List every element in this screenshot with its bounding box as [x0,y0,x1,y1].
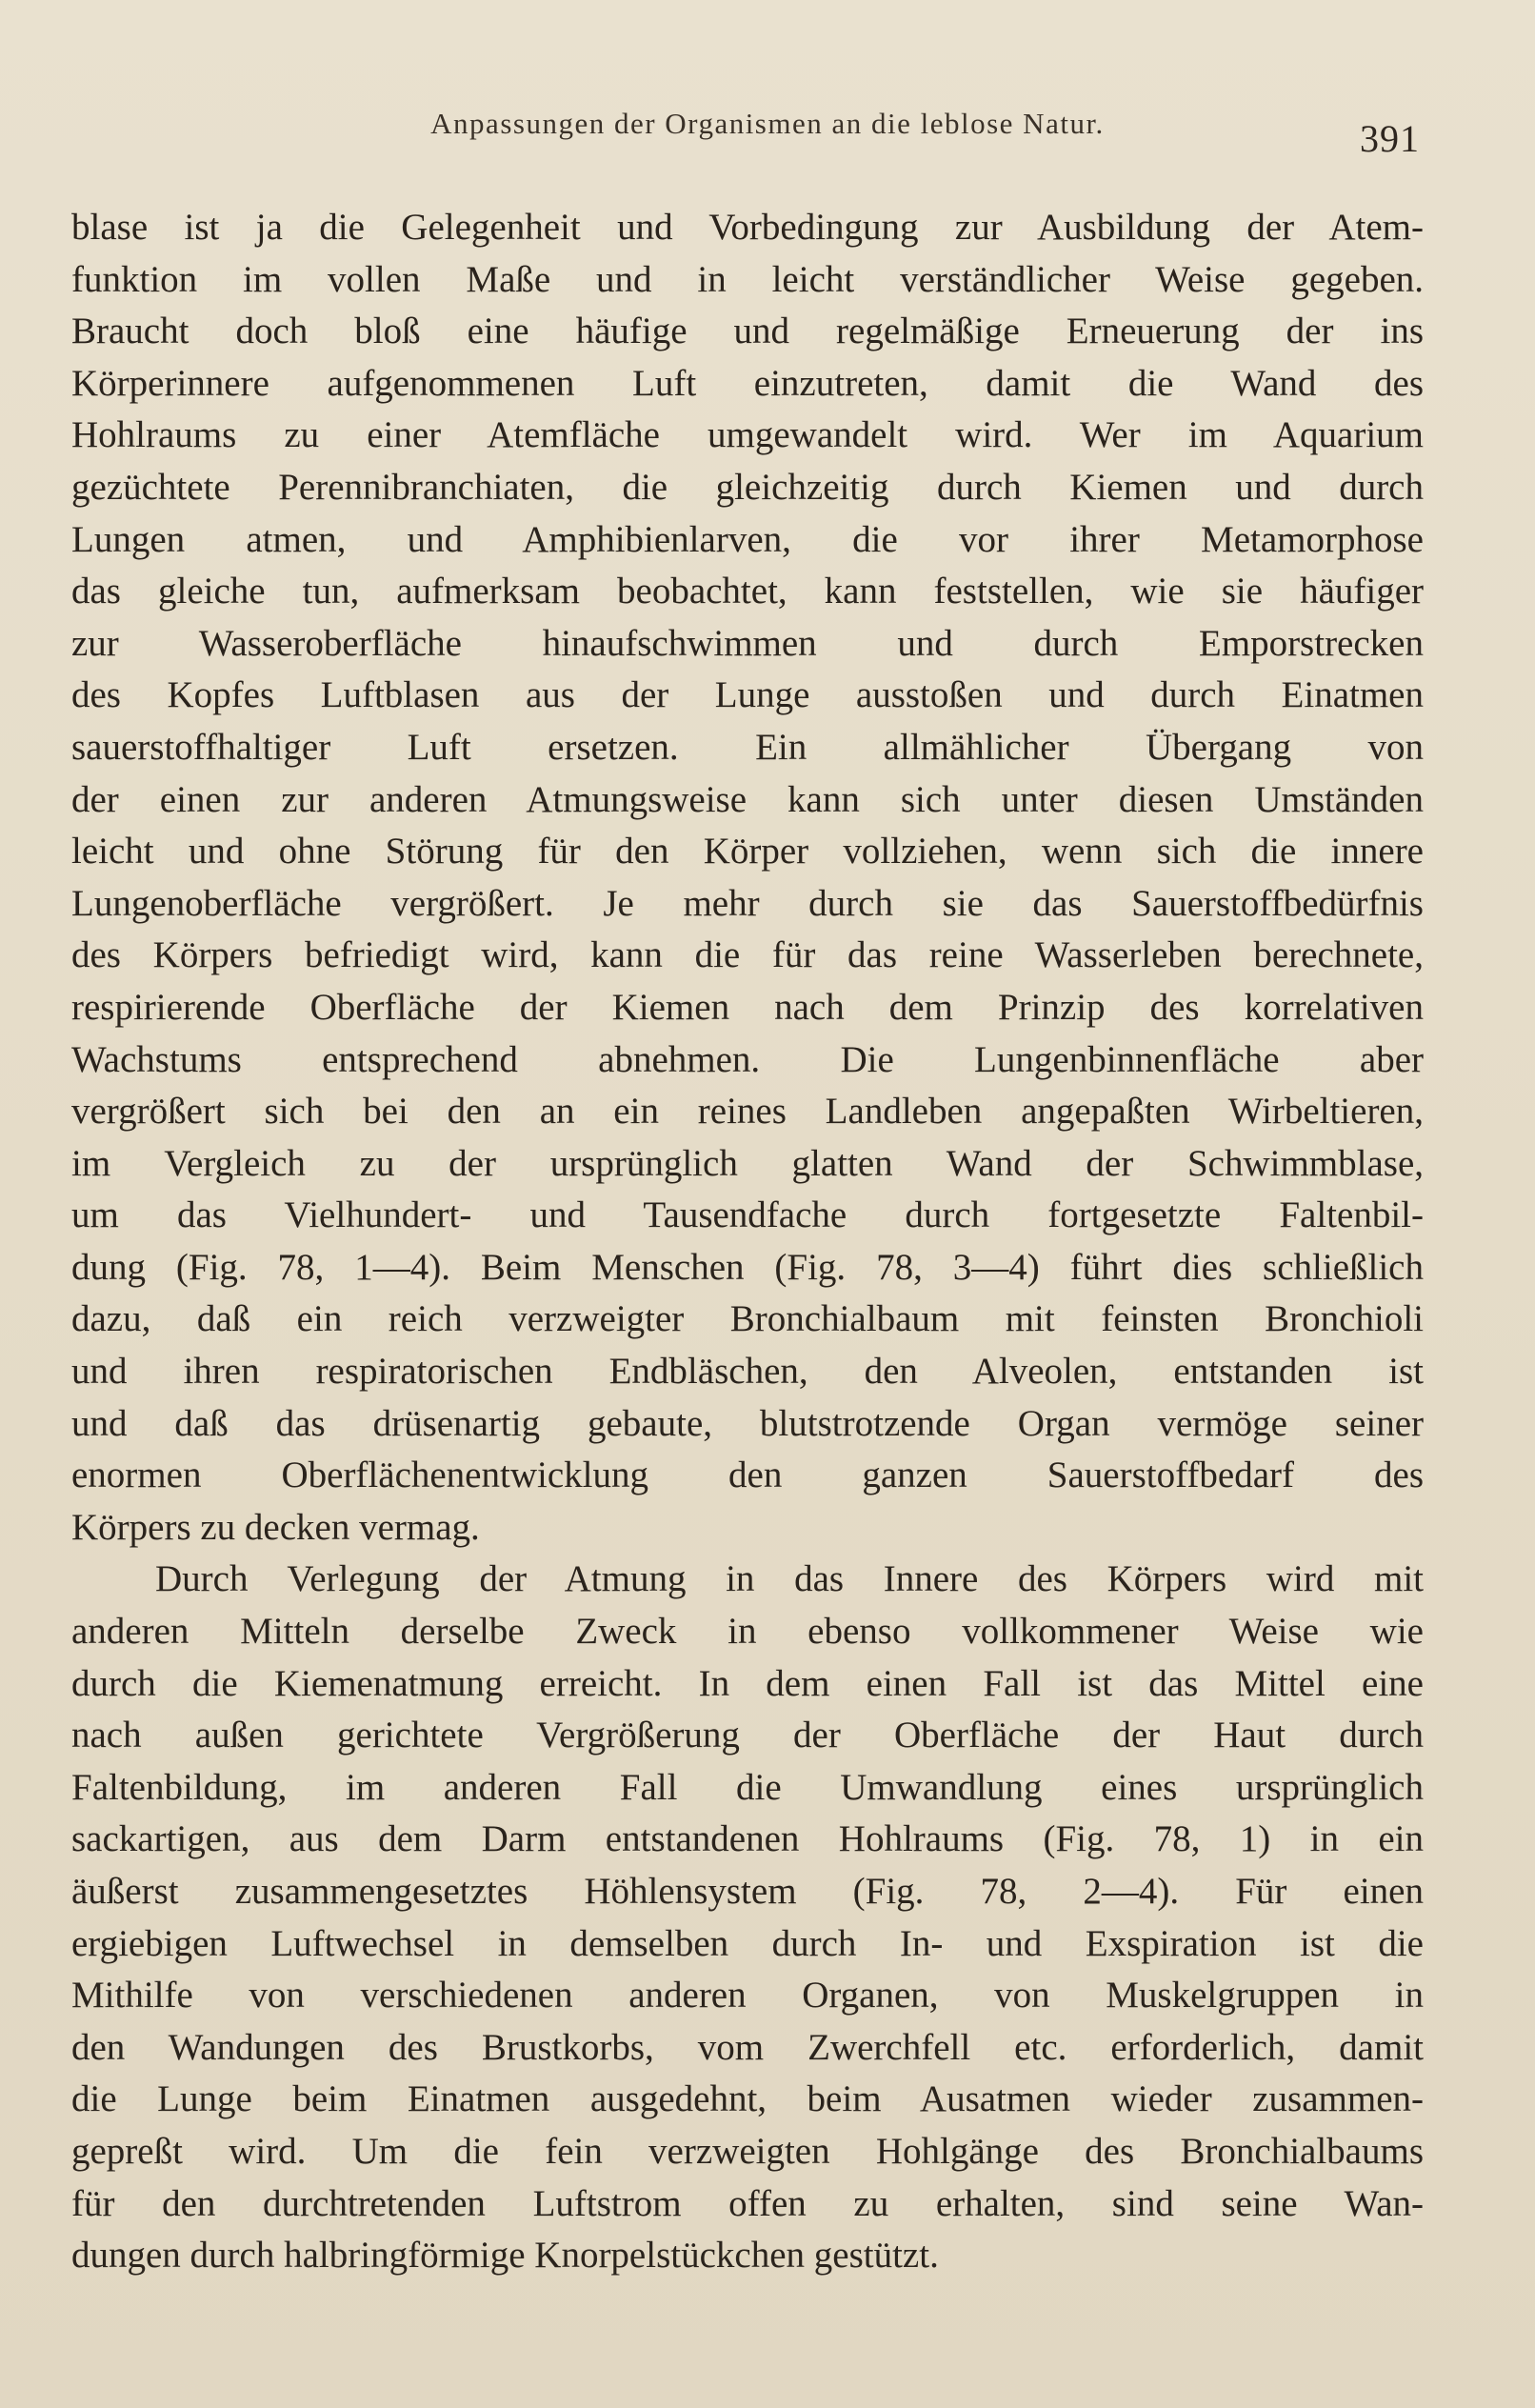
text-line: blase ist ja die Gelegenheit und Vorbedingung zur Ausbildung der Atem- [71,207,1424,248]
text-line: das gleiche tun, aufmerksam beobachtet, kann feststellen, wie sie häufiger [71,571,1424,612]
text-line: anderen Mitteln derselbe Zweck in ebenso vollkommener Weise wie [71,1611,1424,1653]
text-line: respirierende Oberfläche der Kiemen nach dem Prinzip des korrelativen [71,986,1424,1028]
text-line: der einen zur anderen Atmungsweise kann sich unter diesen Umständen [71,778,1424,820]
text-line: Mithilfe von verschiedenen anderen Organen, von Muskelgruppen in [71,1975,1424,2017]
text-line: gepreßt wird. Um die fein verzweigten Hohlgänge des Bronchialbaums [71,2130,1424,2172]
text-line: zur Wasseroberfläche hinaufschwimmen und durch Emporstrecken [71,622,1424,664]
text-line: Lungenoberfläche vergrößert. Je mehr durch sie das Sauerstoffbedürfnis [71,882,1424,924]
text-line: den Wandungen des Brustkorbs, vom Zwerchfell etc. erforderlich, damit [71,2026,1424,2068]
text-line: dazu, daß ein reich verzweigter Bronchialbaum mit feinsten Bronchioli [71,1298,1424,1340]
text-line: sauerstoffhaltiger Luft ersetzen. Ein allmählicher Übergang von [71,726,1424,768]
text-line: durch die Kiemenatmung erreicht. In dem einen Fall ist das Mittel eine [71,1662,1424,1704]
text-line: funktion im vollen Maße und in leicht verständlicher Weise gegeben. [71,258,1424,300]
text-line: Faltenbildung, im anderen Fall die Umwandlung eines ursprünglich [71,1766,1424,1808]
paragraph-1 [71,202,1424,1554]
text-line: leicht und ohne Störung für den Körper vollziehen, wenn sich die innere [71,831,1424,873]
text-line: Körpers zu decken vermag. [71,1506,480,1548]
text-line: vergrößert sich bei den an ein reines Landleben angepaßten Wirbeltieren, [71,1091,1424,1133]
text-line: des Körpers befriedigt wird, kann die für das reine Wasserleben berechnete, [71,934,1424,976]
text-line: dung (Fig. 78, 1—4). Beim Menschen (Fig. 78, 3—4) führt dies schließlich [71,1246,1424,1288]
text-line: um das Vielhundert- und Tausendfache durch fortgesetzte Faltenbil- [71,1194,1424,1236]
text-line: des Kopfes Luftblasen aus der Lunge ausstoßen und durch Einatmen [71,674,1424,716]
text-line: und daß das drüsenartig gebaute, blutstrotzende Organ vermöge seiner [71,1402,1424,1444]
body-text [71,202,1424,2282]
text-line: sackartigen, aus dem Darm entstandenen Hohlraums (Fig. 78, 1) in ein [71,1818,1424,1860]
running-title: Anpassungen der Organismen an die leblose Natur. [430,107,1105,140]
text-line: Hohlraums zu einer Atemfläche umgewandelt wird. Wer im Aquarium [71,414,1424,456]
text-line: Braucht doch bloß eine häufige und regelmäßige Erneuerung der ins [71,311,1424,352]
paragraph-2 [71,1554,1424,2281]
text-line: Körperinnere aufgenommenen Luft einzutreten, damit die Wand des [71,362,1424,404]
text-line: und ihren respiratorischen Endbläschen, den Alveolen, entstanden ist [71,1351,1424,1393]
text-line: Wachstums entsprechend abnehmen. Die Lungenbinnenfläche aber [71,1038,1424,1080]
text-line: Durch Verlegung der Atmung in das Innere des Körpers wird mit [155,1558,1424,1600]
text-line: ergiebigen Luftwechsel in demselben durch In- und Exspiration ist die [71,1922,1424,1964]
text-line: im Vergleich zu der ursprünglich glatten Wand der Schwimmblase, [71,1142,1424,1184]
text-line: äußerst zusammengesetztes Höhlensystem (Fig. 78, 2—4). Für einen [71,1871,1424,1912]
text-line: gezüchtete Perennibranchiaten, die gleichzeitig durch Kiemen und durch [71,466,1424,508]
text-line: die Lunge beim Einatmen ausgedehnt, beim Ausatmen wieder zusammen- [71,2078,1424,2120]
text-line: dungen durch halbringförmige Knorpelstückchen gestützt. [71,2235,939,2277]
text-line: nach außen gerichtete Vergrößerung der Oberfläche der Haut durch [71,1715,1424,1756]
page-number: 391 [1360,117,1420,160]
text-line: Lungen atmen, und Amphibienlarven, die vor ihrer Metamorphose [71,518,1424,560]
text-line: enormen Oberflächenentwicklung den ganzen Sauerstoffbedarf des [71,1455,1424,1496]
text-line: für den durchtretenden Luftstrom offen zu erhalten, sind seine Wan- [71,2182,1424,2224]
